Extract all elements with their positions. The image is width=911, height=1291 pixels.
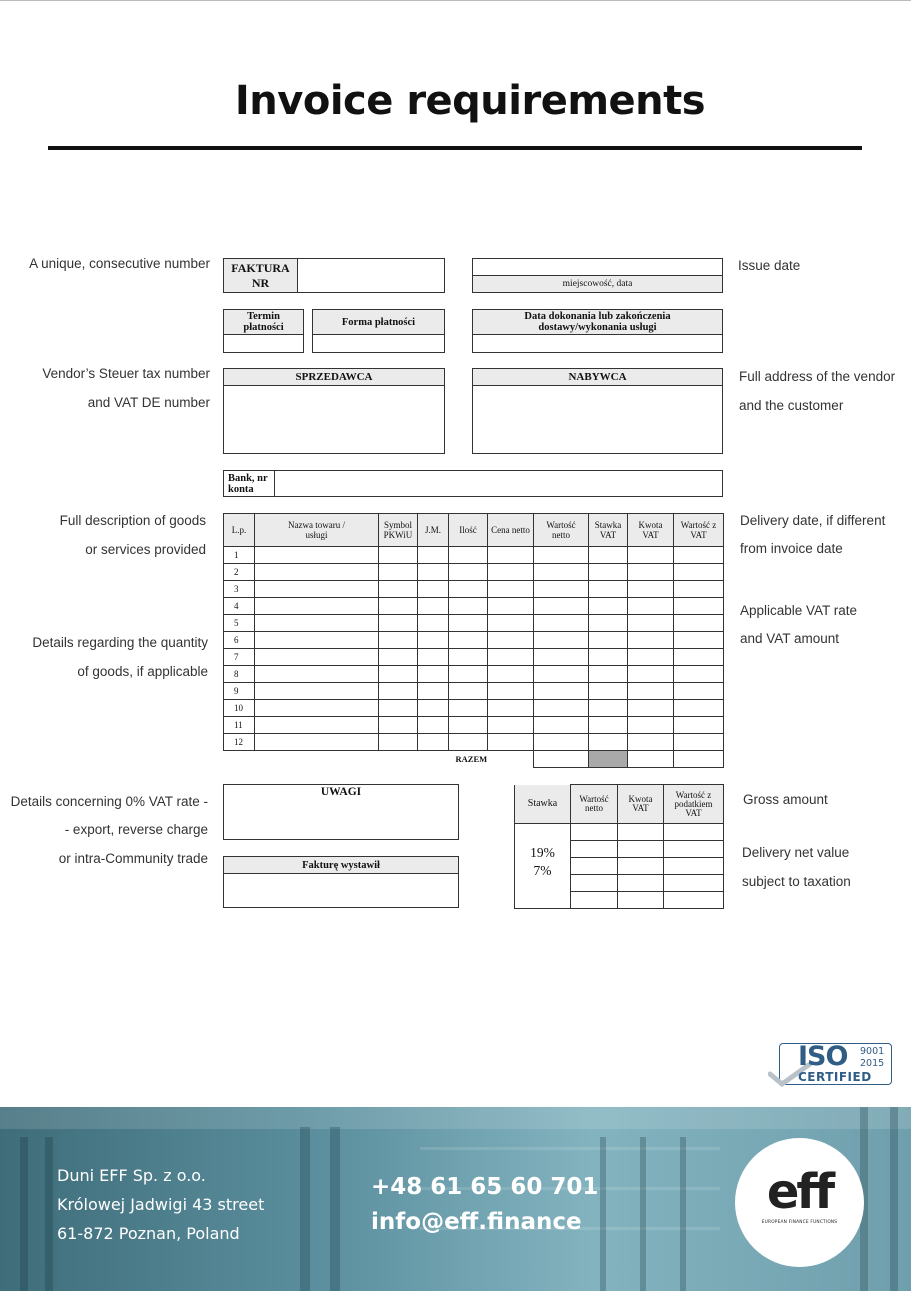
invoice-number-box xyxy=(223,258,445,293)
row-number: 11 xyxy=(224,717,255,734)
note-address-1: Full address of the vendor xyxy=(739,369,896,384)
table-row xyxy=(224,649,724,666)
footer-email[interactable]: info@eff.finance xyxy=(371,1209,582,1235)
note-delivery-date-1: Delivery date, if different xyxy=(740,513,886,528)
invoice-number-label: FAKTURA NR xyxy=(224,259,298,292)
col-ilosc: Ilość xyxy=(449,514,488,547)
col-stawka: Stawka VAT xyxy=(589,514,628,547)
top-divider xyxy=(0,0,911,1)
col-wartosc: Wartość netto xyxy=(534,514,589,547)
col-name: Nazwa towaru / usługi xyxy=(255,514,379,547)
table-row xyxy=(224,683,724,700)
payment-term-label: Termin płatności xyxy=(224,310,303,335)
seller-box xyxy=(223,368,445,454)
note-zero-vat-2: - export, reverse charge xyxy=(64,822,208,837)
eff-logo xyxy=(735,1138,864,1267)
vat-col-netto: Wartość netto xyxy=(571,785,618,824)
note-vendor-tax-1: Vendor’s Steuer tax number xyxy=(42,366,210,381)
table-row xyxy=(224,700,724,717)
table-row xyxy=(224,564,724,581)
buyer-label: NABYWCA xyxy=(473,369,722,386)
footer-city: 61-872 Poznan, Poland xyxy=(57,1224,240,1243)
table-row xyxy=(224,632,724,649)
vat-header-row xyxy=(515,785,724,824)
iso-number-2015: 2015 xyxy=(860,1058,885,1069)
note-delivery-date-2: from invoice date xyxy=(740,541,843,556)
col-symbol: Symbol PKWiU xyxy=(379,514,418,547)
table-row xyxy=(224,615,724,632)
row-number: 5 xyxy=(224,615,255,632)
table-row xyxy=(224,734,724,751)
row-number: 3 xyxy=(224,581,255,598)
table-row xyxy=(224,666,724,683)
vat-summary-table xyxy=(514,784,724,909)
col-jm: J.M. xyxy=(418,514,449,547)
col-cena: Cena netto xyxy=(488,514,534,547)
remarks-box xyxy=(223,784,459,840)
iso-certified-label: CERTIFIED xyxy=(798,1070,872,1084)
note-unique-number: A unique, consecutive number xyxy=(29,256,210,271)
footer-street: Królowej Jadwigi 43 street xyxy=(57,1195,265,1214)
issued-by-label: Fakturę wystawił xyxy=(224,857,458,874)
iso-certified-badge xyxy=(779,1043,892,1085)
row-number: 9 xyxy=(224,683,255,700)
bank-account-label: Bank, nr konta xyxy=(224,471,275,496)
table-row xyxy=(224,598,724,615)
note-quantity-1: Details regarding the quantity xyxy=(32,635,208,650)
items-header-row xyxy=(224,514,724,547)
footer-phone[interactable]: +48 61 65 60 701 xyxy=(371,1174,599,1200)
row-number: 10 xyxy=(224,700,255,717)
note-gross: Gross amount xyxy=(743,792,828,807)
row-number: 2 xyxy=(224,564,255,581)
row-number: 6 xyxy=(224,632,255,649)
note-vat-rate-1: Applicable VAT rate xyxy=(740,603,858,618)
buyer-box xyxy=(472,368,723,454)
footer-company: Duni EFF Sp. z o.o. xyxy=(57,1166,206,1185)
col-lp: L.p. xyxy=(224,514,255,547)
note-vendor-tax-2: and VAT DE number xyxy=(87,395,210,410)
row-number: 12 xyxy=(224,734,255,751)
row-number: 7 xyxy=(224,649,255,666)
items-table xyxy=(223,513,724,768)
remarks-label: UWAGI xyxy=(320,786,362,798)
vat-rates-cell xyxy=(515,824,571,909)
iso-label: ISO xyxy=(798,1041,848,1072)
iso-number-9001: 9001 xyxy=(860,1046,885,1057)
row-number: 1 xyxy=(224,547,255,564)
payment-term-box xyxy=(223,309,304,353)
issued-by-box xyxy=(223,856,459,908)
seller-label: SPRZEDAWCA xyxy=(224,369,444,386)
table-row xyxy=(224,581,724,598)
delivery-date-box xyxy=(472,309,723,353)
col-kwota: Kwota VAT xyxy=(628,514,674,547)
note-vat-rate-2: and VAT amount xyxy=(740,631,840,646)
delivery-date-label: Data dokonania lub zakończenia dostawy/wykonania usługi xyxy=(473,310,722,335)
note-zero-vat-1: Details concerning 0% VAT rate - xyxy=(10,794,208,809)
note-net-1: Delivery net value xyxy=(742,845,850,860)
eff-logo-subtitle: EUROPEAN FINANCE FUNCTIONS xyxy=(761,1220,838,1225)
vat-rate-7: 7% xyxy=(533,863,552,878)
eff-logo-text: eff xyxy=(766,1164,833,1220)
note-address-2: and the customer xyxy=(739,398,844,413)
table-row xyxy=(515,824,724,841)
place-date-box xyxy=(472,258,723,293)
col-brutto: Wartość z VAT xyxy=(674,514,724,547)
note-goods-desc-2: or services provided xyxy=(85,542,206,557)
totals-label: RAZEM xyxy=(455,754,488,765)
title-underline xyxy=(48,146,862,150)
payment-form-label: Forma płatności xyxy=(313,310,444,335)
note-net-2: subject to taxation xyxy=(742,874,851,889)
note-quantity-2: of goods, if applicable xyxy=(77,664,208,679)
bank-account-box xyxy=(223,470,723,497)
row-number: 8 xyxy=(224,666,255,683)
payment-form-box xyxy=(312,309,445,353)
page-title: Invoice requirements xyxy=(234,78,706,124)
row-number: 4 xyxy=(224,598,255,615)
vat-rate-19: 19% xyxy=(530,845,555,860)
table-row xyxy=(224,547,724,564)
vat-col-stawka: Stawka xyxy=(515,785,571,824)
table-row xyxy=(224,717,724,734)
note-zero-vat-3: or intra-Community trade xyxy=(58,851,208,866)
totals-row xyxy=(224,751,724,768)
note-issue-date: Issue date xyxy=(738,258,801,273)
vat-col-brutto: Wartość z podatkiem VAT xyxy=(664,785,724,824)
place-date-label: miejscowość, data xyxy=(473,275,722,292)
vat-col-kwota: Kwota VAT xyxy=(618,785,664,824)
note-goods-desc-1: Full description of goods xyxy=(59,513,206,528)
